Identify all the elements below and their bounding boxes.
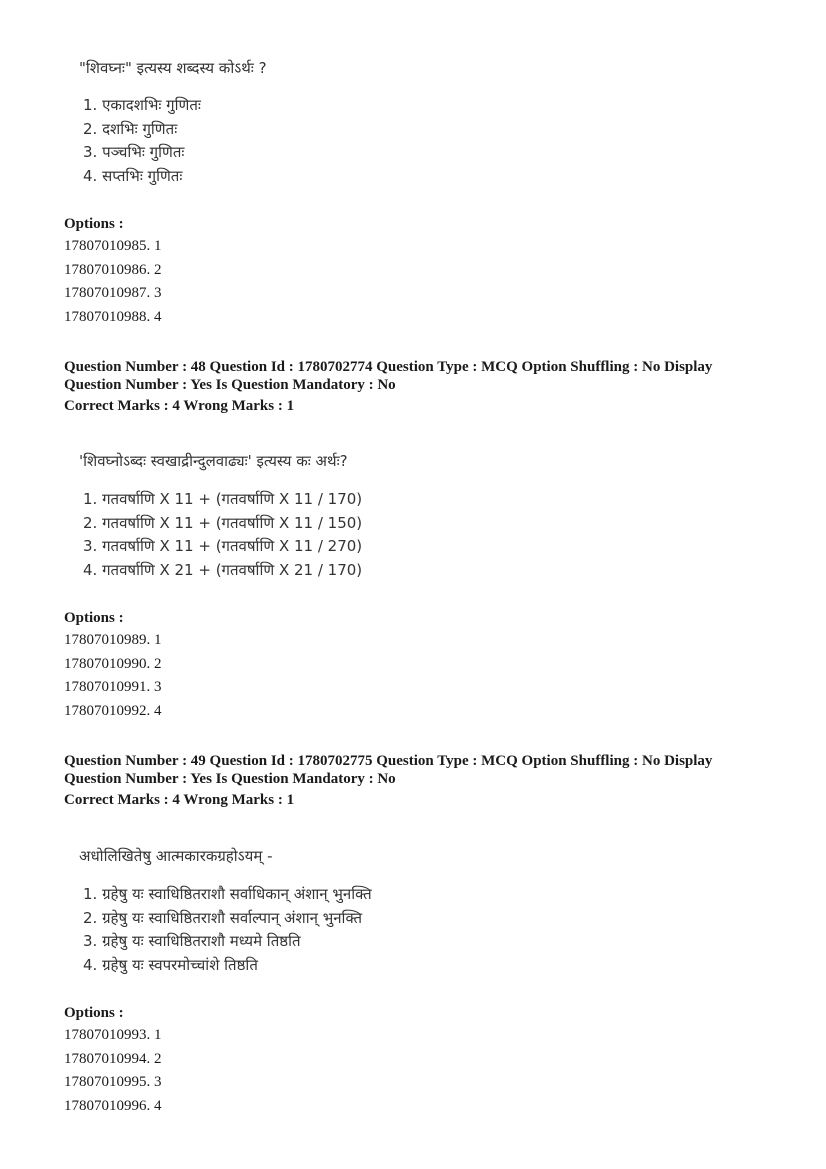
q49-options: [64, 1024, 162, 1118]
q49-option-2: 17807010994. 2: [64, 1050, 162, 1067]
q48-choices: [83, 488, 362, 582]
q49-option-4: 17807010996. 4: [64, 1097, 162, 1114]
q49-marks: Correct Marks : 4 Wrong Marks : 1: [64, 792, 295, 808]
q48-option-2: 17807010990. 2: [64, 655, 162, 672]
q48-stem: 'शिवघ्नोऽब्दः स्वखाद्रीन्दुलवाढ्यः' इत्यस्य कः अर्थः?: [79, 452, 348, 470]
q49-choice-4: 4. ग्रहेषु यः स्वपरमोच्चांशे तिष्ठति: [83, 955, 258, 974]
q49-choice-1: 1. ग्रहेषु यः स्वाधिष्ठितराशौ सर्वाधिकान् अंशान् भुनक्ति: [83, 885, 372, 903]
q47-choice-3: 3. पञ्चभिः गुणितः: [83, 143, 185, 161]
q48-options: [64, 629, 162, 723]
q48-marks: Correct Marks : 4 Wrong Marks : 1: [64, 398, 295, 414]
q47-options-label: Options :: [64, 216, 124, 232]
q48-option-1: 17807010989. 1: [64, 632, 162, 648]
q48-option-3: 17807010991. 3: [64, 679, 162, 695]
q47-option-1: 17807010985. 1: [64, 238, 162, 254]
q48-meta: [64, 359, 712, 394]
q47-choice-1: 1. एकादशभिः गुणितः: [83, 96, 201, 114]
q49-choices: [83, 883, 372, 977]
q48-meta-line2: Question Number : Yes Is Question Mandatory : No: [64, 376, 396, 393]
q49-option-3: 17807010995. 3: [64, 1074, 162, 1090]
q47-option-4: 17807010988. 4: [64, 308, 162, 325]
q48-option-4: 17807010992. 4: [64, 702, 162, 719]
q47-option-3: 17807010987. 3: [64, 285, 162, 301]
q49-choice-2: 2. ग्रहेषु यः स्वाधिष्ठितराशौ सर्वाल्पान् अंशान् भुनक्ति: [83, 908, 363, 927]
q47-option-2: 17807010986. 2: [64, 261, 162, 278]
q47-choices: [83, 94, 201, 188]
q48-choice-4: 4. गतवर्षाणि X 21 + (गतवर्षाणि X 21 / 170): [83, 560, 363, 579]
q47-choice-2: 2. दशभिः गुणितः: [83, 119, 178, 138]
q48-choice-3: 3. गतवर्षाणि X 11 + (गतवर्षाणि X 11 / 270): [83, 537, 363, 555]
q49-stem: अधोलिखितेषु आत्मकारकग्रहोऽयम् -: [79, 847, 273, 865]
q48-choice-1: 1. गतवर्षाणि X 11 + (गतवर्षाणि X 11 / 170): [83, 490, 363, 508]
q47-choice-4: 4. सप्तभिः गुणितः: [83, 166, 183, 185]
q48-meta-line1: Question Number : 48 Question Id : 1780702774 Question Type : MCQ Option Shuffling : No Display: [64, 359, 713, 375]
q47-options: [64, 235, 162, 329]
q49-choice-3: 3. ग्रहेषु यः स्वाधिष्ठितराशौ मध्यमे तिष्ठति: [83, 932, 301, 950]
q49-meta: [64, 753, 712, 788]
q49-options-label: Options :: [64, 1005, 124, 1021]
q48-choice-2: 2. गतवर्षाणि X 11 + (गतवर्षाणि X 11 / 150): [83, 513, 363, 532]
q49-meta-line1: Question Number : 49 Question Id : 1780702775 Question Type : MCQ Option Shuffling : No Display: [64, 753, 713, 769]
q48-options-label: Options :: [64, 610, 124, 626]
q47-stem: "शिवघ्नः" इत्यस्य शब्दस्य कोऽर्थः ?: [79, 59, 267, 77]
q49-meta-line2: Question Number : Yes Is Question Mandatory : No: [64, 770, 396, 787]
q49-option-1: 17807010993. 1: [64, 1027, 162, 1043]
